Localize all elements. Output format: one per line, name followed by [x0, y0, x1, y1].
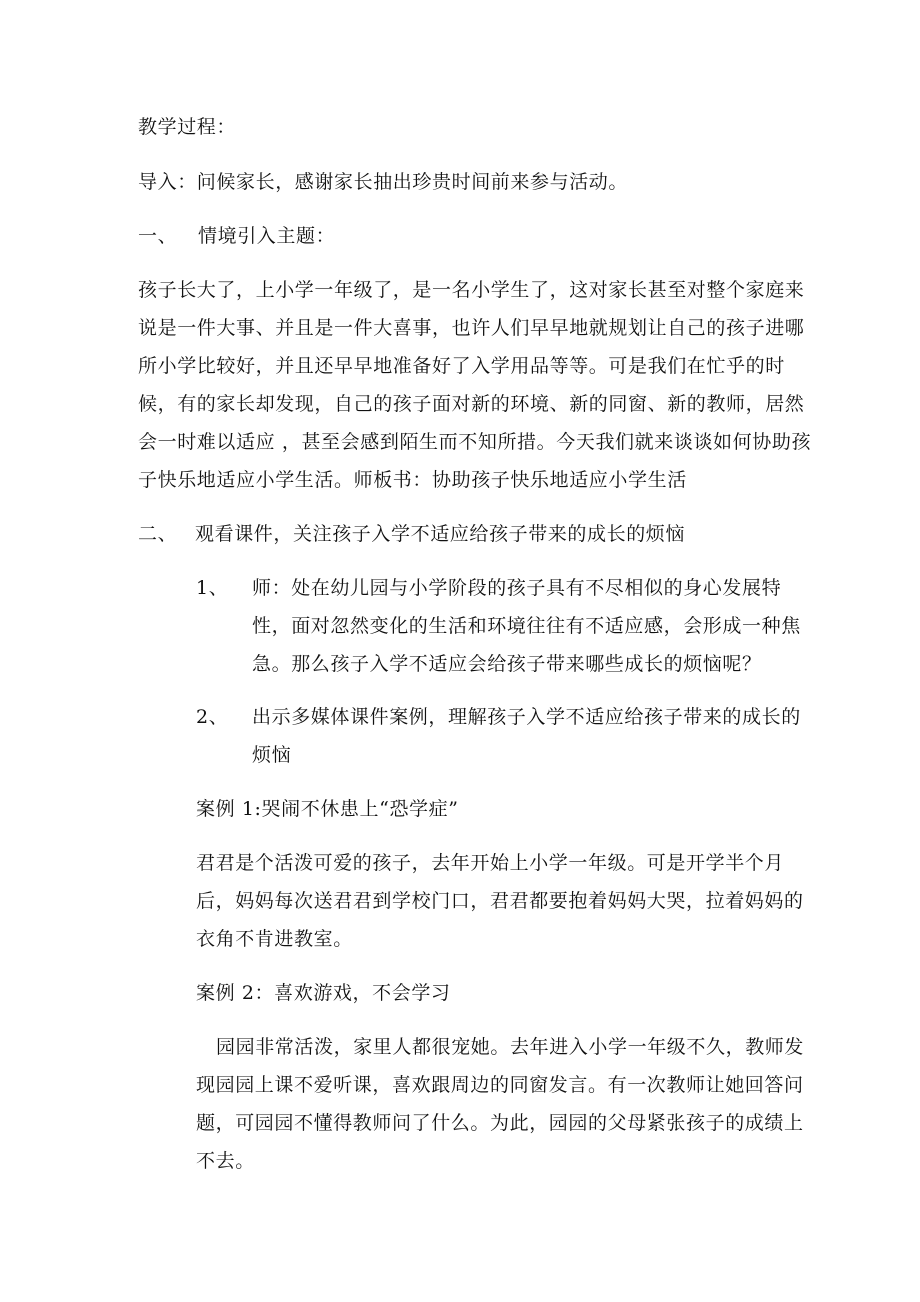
intro-line: 导入：问候家长，感谢家长抽出珍贵时间前来参与活动。: [138, 171, 629, 193]
paragraph-line: 衣角不肯进教室。: [196, 928, 353, 950]
section1-title: 情境引入主题：: [198, 225, 336, 247]
paragraph-line: 会一时难以适应 ，甚至会感到陌生而不知所措。今天我们就来谈谈如何协助孩: [138, 431, 812, 453]
paragraph-line: 所小学比较好，并且还早早地准备好了入学用品等等。可是我们在忙乎的时: [138, 355, 785, 377]
paragraph-line: 后，妈妈每次送君君到学校门口，君君都要抱着妈妈大哭，拉着妈妈的: [196, 890, 804, 912]
section2-number: 二、: [138, 523, 178, 545]
list-item-number: 2、: [196, 706, 229, 728]
list-item-line: 烦恼: [252, 744, 292, 766]
paragraph-line: 候，有的家长却发现，自己的孩子面对新的环境、新的同窗、新的教师，居然: [138, 393, 805, 415]
paragraph-line: 题，可园园不懂得教师问了什么。为此，园园的父母紧张孩子的成绩上: [196, 1112, 804, 1134]
paragraph-line: 孩子长大了，上小学一年级了，是一名小学生了，这对家长甚至对整个家庭来: [138, 279, 805, 301]
paragraph-line: 现园园上课不爱听课，喜欢跟周边的同窗发言。有一次教师让她回答问: [196, 1074, 804, 1096]
list-item-line: 师：处在幼儿园与小学阶段的孩子具有不尽相似的身心发展特: [252, 577, 782, 599]
list-item-number: 1、: [196, 577, 229, 599]
list-item-line: 急。那么孩子入学不适应会给孩子带来哪些成长的烦恼呢？: [252, 653, 762, 675]
list-item-line: 性，面对忽然变化的生活和环境往往有不适应感，会形成一种焦: [252, 615, 801, 637]
case1-title: 案例 1:哭闹不休患上“恐学症”: [196, 798, 459, 820]
process-title: 教学过程：: [138, 116, 237, 138]
section2-title: 观看课件，关注孩子入学不适应给孩子带来的成长的烦恼: [195, 523, 686, 545]
paragraph-line: 不去。: [196, 1150, 255, 1172]
paragraph-line: 子快乐地适应小学生活。师板书：协助孩子快乐地适应小学生活: [138, 469, 687, 491]
paragraph-line: 园园非常活泼，家里人都很宠她。去年进入小学一年级不久，教师发: [216, 1036, 805, 1058]
case2-title: 案例 2：喜欢游戏，不会学习: [196, 982, 451, 1004]
paragraph-line: 说是一件大事、并且是一件大喜事，也许人们早早地就规划让自己的孩子进哪: [138, 317, 805, 339]
section1-number: 一、: [138, 225, 178, 247]
list-item-line: 出示多媒体课件案例，理解孩子入学不适应给孩子带来的成长的: [252, 706, 801, 728]
paragraph-line: 君君是个活泼可爱的孩子，去年开始上小学一年级。可是开学半个月: [196, 852, 785, 874]
